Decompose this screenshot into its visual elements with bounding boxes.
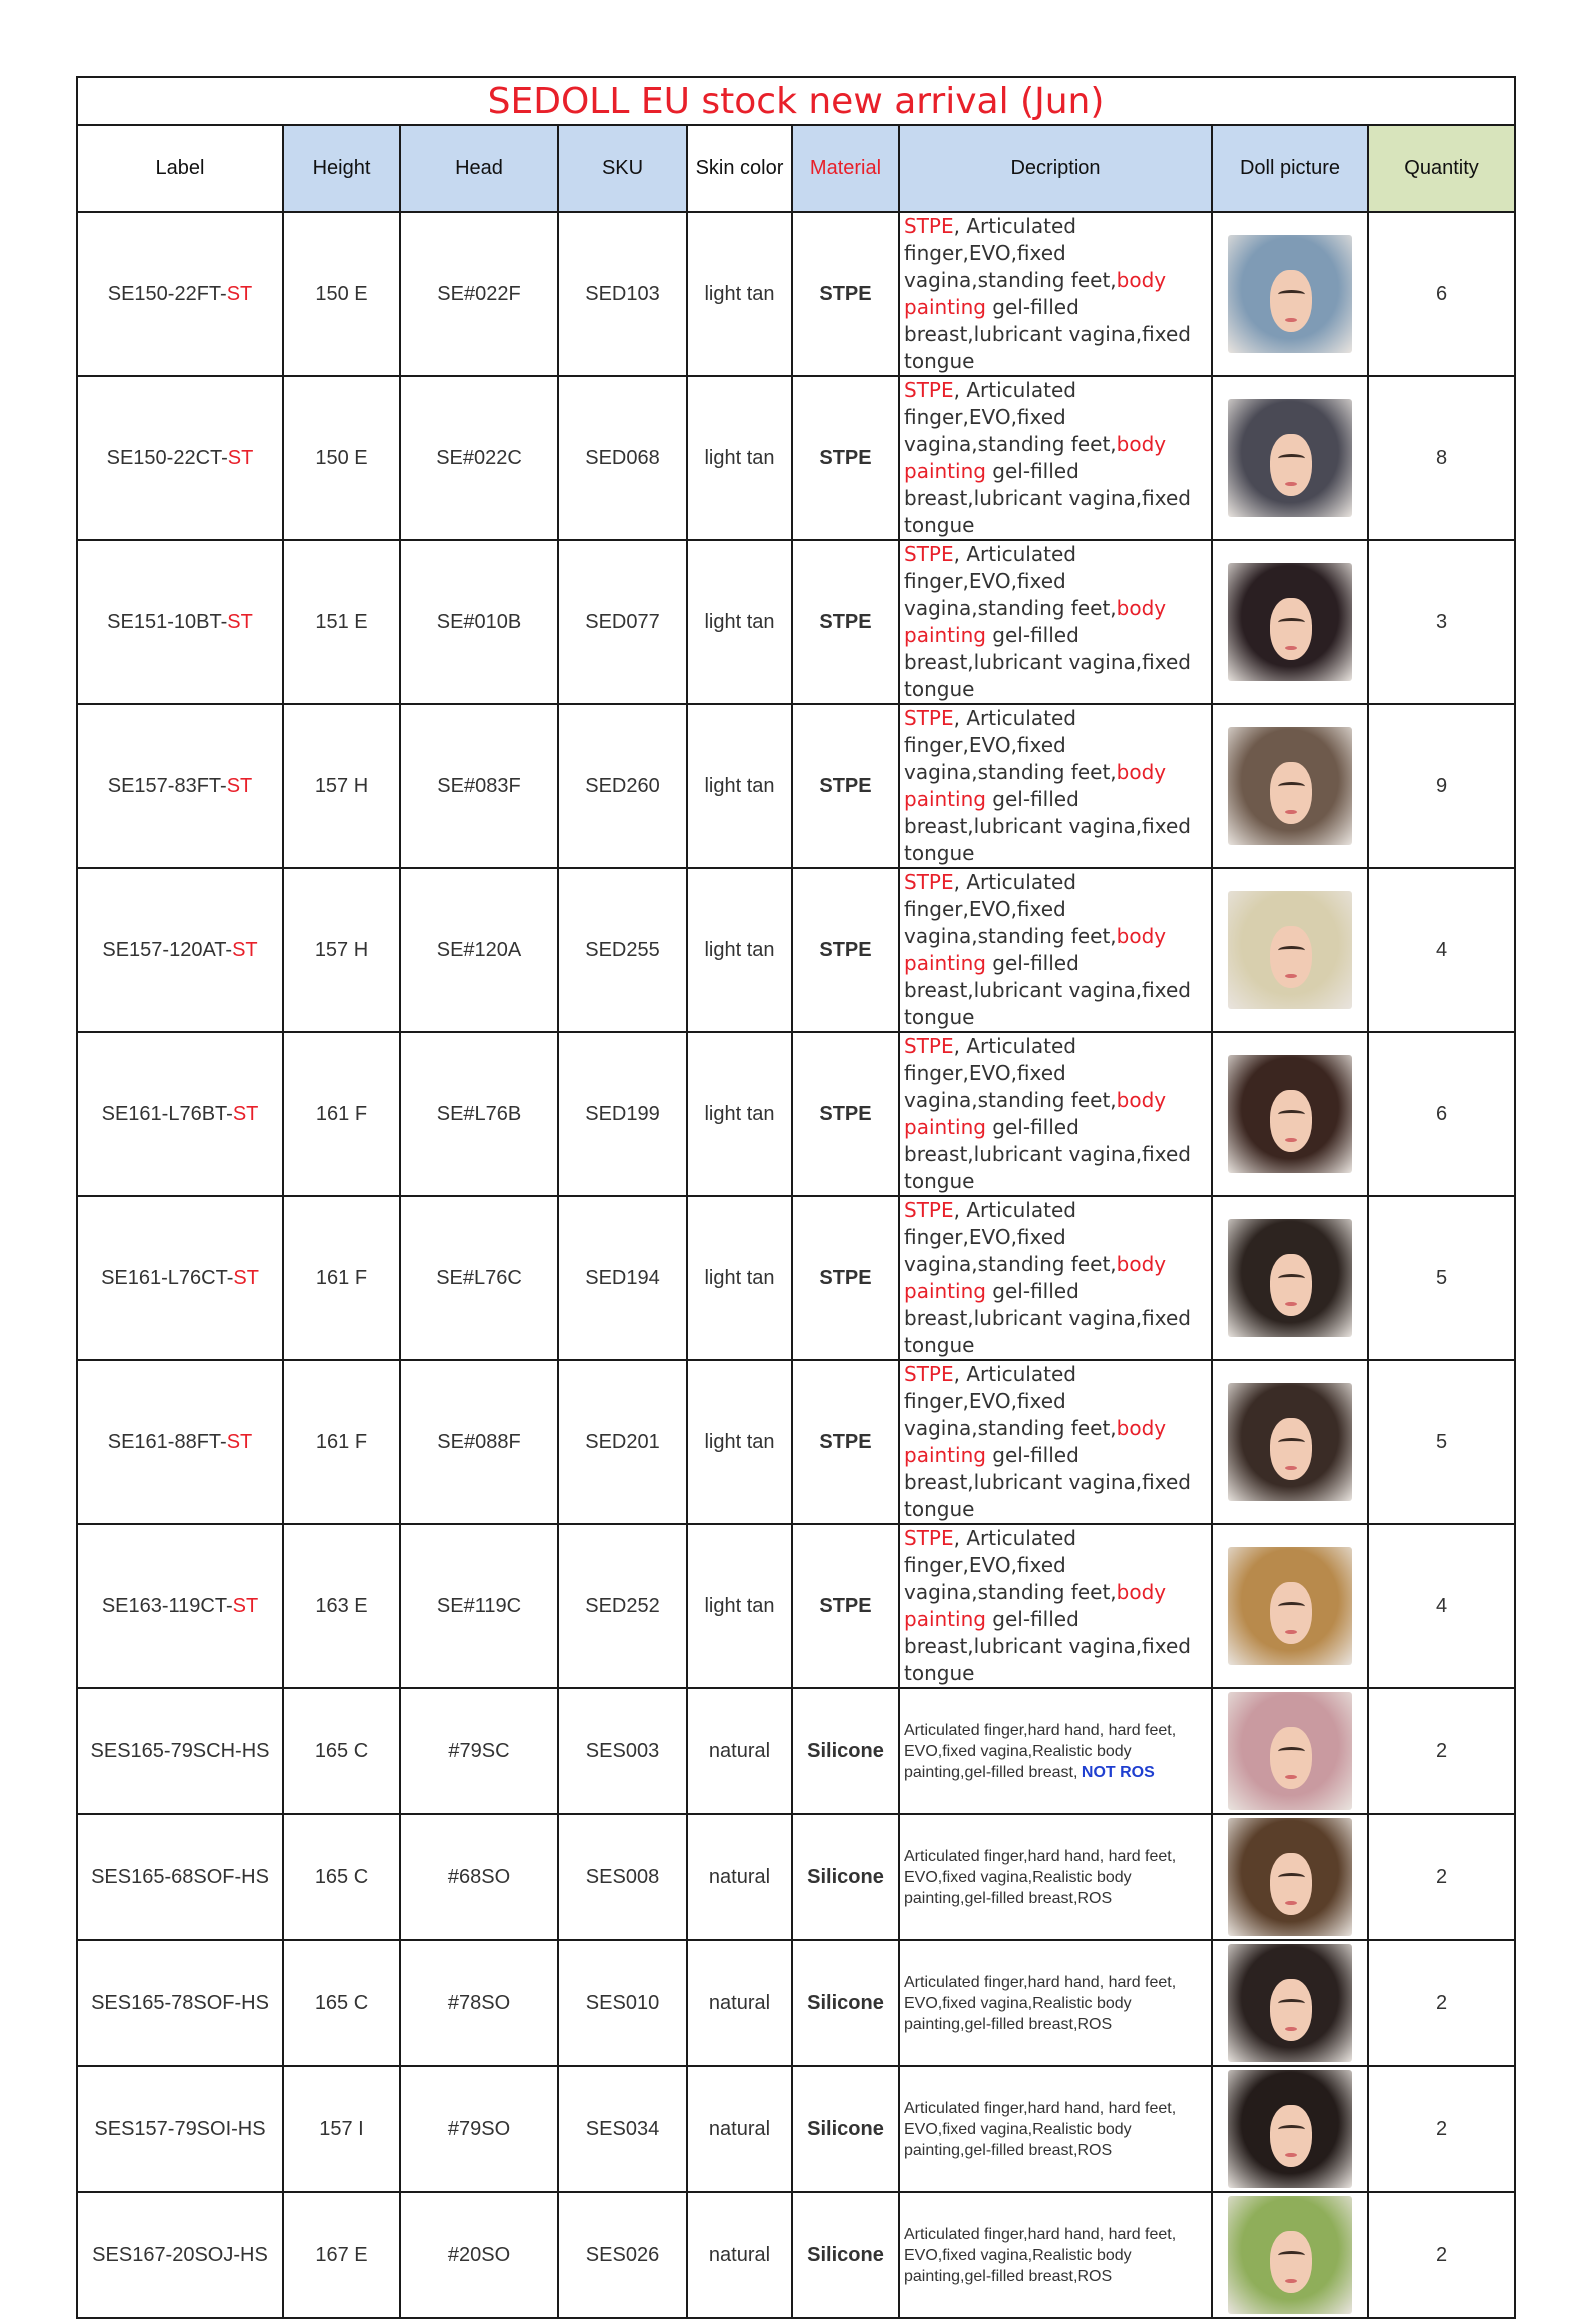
cell-height: 151 E bbox=[283, 540, 400, 704]
doll-photo-face bbox=[1270, 1979, 1312, 2040]
cell-height: 167 E bbox=[283, 2192, 400, 2318]
cell-description bbox=[899, 1524, 1212, 1688]
cell-material: STPE bbox=[792, 1524, 899, 1688]
cell-skin-color: light tan bbox=[687, 1196, 792, 1360]
desc-highlight: body painting bbox=[904, 760, 1167, 811]
col-header-doll-picture: Doll picture bbox=[1212, 125, 1368, 212]
doll-photo-face bbox=[1270, 270, 1312, 331]
cell-skin-color: natural bbox=[687, 1688, 792, 1814]
cell-description bbox=[899, 2192, 1212, 2318]
cell-sku: SED252 bbox=[558, 1524, 687, 1688]
cell-height: 165 C bbox=[283, 1688, 400, 1814]
cell-material: STPE bbox=[792, 376, 899, 540]
table-row bbox=[77, 2066, 1515, 2192]
cell-description bbox=[899, 868, 1212, 1032]
col-header-skin-color: Skin color bbox=[687, 125, 792, 212]
desc-text-part1: , Articulated finger,EVO,fixed vagina,standing feet, bbox=[904, 870, 1117, 948]
label-base: SE157-120AT- bbox=[102, 938, 233, 961]
cell-label bbox=[77, 868, 283, 1032]
cell-sku: SED077 bbox=[558, 540, 687, 704]
cell-height: 157 I bbox=[283, 2066, 400, 2192]
cell-quantity: 2 bbox=[1368, 2066, 1515, 2192]
doll-photo bbox=[1228, 891, 1352, 1009]
label-base: SES165-79SCH-HS bbox=[90, 1739, 270, 1762]
cell-sku: SES034 bbox=[558, 2066, 687, 2192]
cell-sku: SED260 bbox=[558, 704, 687, 868]
cell-height: 150 E bbox=[283, 212, 400, 376]
cell-description bbox=[899, 1360, 1212, 1524]
doll-photo-face bbox=[1270, 1853, 1312, 1914]
label-suffix: ST bbox=[232, 1102, 259, 1125]
desc-highlight: body painting bbox=[904, 268, 1167, 319]
doll-photo-face bbox=[1270, 2231, 1312, 2292]
doll-photo-face bbox=[1270, 1254, 1312, 1315]
table-row bbox=[77, 1196, 1515, 1360]
cell-description bbox=[899, 2066, 1212, 2192]
cell-height: 157 H bbox=[283, 704, 400, 868]
stock-sheet bbox=[76, 76, 1514, 2319]
desc-material-prefix: STPE bbox=[904, 1526, 954, 1550]
desc-highlight: body painting bbox=[904, 1088, 1167, 1139]
cell-material: Silicone bbox=[792, 1814, 899, 1940]
desc-text-part2: gel-filled breast,lubricant vagina,fixed tongue bbox=[904, 1279, 1191, 1357]
col-header-label: Label bbox=[77, 125, 283, 212]
desc-text: Articulated finger,hard hand, hard feet, EVO,fixed vagina,Realistic body painting,gel-filled breast, bbox=[904, 1721, 1177, 1781]
desc-text-part1: , Articulated finger,EVO,fixed vagina,standing feet, bbox=[904, 378, 1117, 456]
table-row bbox=[77, 1360, 1515, 1524]
desc-text-part2: gel-filled breast,lubricant vagina,fixed tongue bbox=[904, 1607, 1191, 1685]
col-header-sku: SKU bbox=[558, 125, 687, 212]
cell-quantity: 5 bbox=[1368, 1360, 1515, 1524]
cell-material: Silicone bbox=[792, 2192, 899, 2318]
cell-height: 161 F bbox=[283, 1196, 400, 1360]
stock-table bbox=[76, 76, 1516, 2319]
cell-head: SE#083F bbox=[400, 704, 558, 868]
desc-text: Articulated finger,hard hand, hard feet, EVO,fixed vagina,Realistic body painting,gel-filled breast,ROS bbox=[904, 1973, 1177, 2033]
cell-material: STPE bbox=[792, 1196, 899, 1360]
table-row bbox=[77, 1814, 1515, 1940]
table-body bbox=[77, 212, 1515, 2318]
cell-description bbox=[899, 1940, 1212, 2066]
desc-material-prefix: STPE bbox=[904, 706, 954, 730]
label-suffix: ST bbox=[232, 1594, 259, 1617]
cell-material: Silicone bbox=[792, 2066, 899, 2192]
desc-text-part2: gel-filled breast,lubricant vagina,fixed tongue bbox=[904, 951, 1191, 1029]
cell-height: 165 C bbox=[283, 1940, 400, 2066]
cell-label bbox=[77, 1940, 283, 2066]
cell-skin-color: light tan bbox=[687, 1524, 792, 1688]
doll-photo-face bbox=[1270, 434, 1312, 495]
cell-sku: SES008 bbox=[558, 1814, 687, 1940]
cell-head: #79SO bbox=[400, 2066, 558, 2192]
cell-doll-picture bbox=[1212, 868, 1368, 1032]
cell-quantity: 2 bbox=[1368, 1940, 1515, 2066]
desc-text: Articulated finger,hard hand, hard feet, EVO,fixed vagina,Realistic body painting,gel-filled breast,ROS bbox=[904, 2099, 1177, 2159]
cell-description bbox=[899, 1814, 1212, 1940]
doll-photo-face bbox=[1270, 1418, 1312, 1479]
label-base: SE151-10BT- bbox=[107, 610, 228, 633]
cell-label bbox=[77, 704, 283, 868]
cell-head: SE#022C bbox=[400, 376, 558, 540]
cell-label bbox=[77, 1524, 283, 1688]
doll-photo-face bbox=[1270, 926, 1312, 987]
cell-label bbox=[77, 1032, 283, 1196]
cell-height: 161 F bbox=[283, 1032, 400, 1196]
col-header-head: Head bbox=[400, 125, 558, 212]
doll-photo-face bbox=[1270, 2105, 1312, 2166]
cell-label bbox=[77, 2066, 283, 2192]
cell-description bbox=[899, 1032, 1212, 1196]
desc-material-prefix: STPE bbox=[904, 1362, 954, 1386]
cell-height: 157 H bbox=[283, 868, 400, 1032]
col-header-height: Height bbox=[283, 125, 400, 212]
desc-text-part2: gel-filled breast,lubricant vagina,fixed tongue bbox=[904, 459, 1191, 537]
desc-text: Articulated finger,hard hand, hard feet, EVO,fixed vagina,Realistic body painting,gel-filled breast,ROS bbox=[904, 2225, 1177, 2285]
cell-doll-picture bbox=[1212, 704, 1368, 868]
cell-description bbox=[899, 1688, 1212, 1814]
cell-material: Silicone bbox=[792, 1688, 899, 1814]
cell-quantity: 9 bbox=[1368, 704, 1515, 868]
label-suffix: ST bbox=[227, 446, 254, 469]
desc-material-prefix: STPE bbox=[904, 1198, 954, 1222]
cell-sku: SED103 bbox=[558, 212, 687, 376]
doll-photo bbox=[1228, 1944, 1352, 2062]
doll-photo bbox=[1228, 235, 1352, 353]
cell-height: 150 E bbox=[283, 376, 400, 540]
cell-quantity: 2 bbox=[1368, 1688, 1515, 1814]
doll-photo-face bbox=[1270, 1727, 1312, 1788]
col-header-description: Decription bbox=[899, 125, 1212, 212]
cell-quantity: 4 bbox=[1368, 1524, 1515, 1688]
cell-description bbox=[899, 376, 1212, 540]
desc-highlight: body painting bbox=[904, 432, 1167, 483]
desc-highlight: body painting bbox=[904, 924, 1167, 975]
table-row bbox=[77, 540, 1515, 704]
cell-head: SE#120A bbox=[400, 868, 558, 1032]
cell-label bbox=[77, 540, 283, 704]
cell-head: SE#022F bbox=[400, 212, 558, 376]
desc-text-part2: gel-filled breast,lubricant vagina,fixed tongue bbox=[904, 1443, 1191, 1521]
cell-height: 163 E bbox=[283, 1524, 400, 1688]
table-row bbox=[77, 1524, 1515, 1688]
desc-text-part2: gel-filled breast,lubricant vagina,fixed tongue bbox=[904, 295, 1191, 373]
cell-skin-color: natural bbox=[687, 1814, 792, 1940]
doll-photo bbox=[1228, 2070, 1352, 2188]
desc-text-part1: , Articulated finger,EVO,fixed vagina,standing feet, bbox=[904, 542, 1117, 620]
cell-quantity: 6 bbox=[1368, 212, 1515, 376]
cell-doll-picture bbox=[1212, 1940, 1368, 2066]
cell-doll-picture bbox=[1212, 1524, 1368, 1688]
desc-material-prefix: STPE bbox=[904, 1034, 954, 1058]
label-base: SES165-78SOF-HS bbox=[91, 1991, 269, 2014]
desc-text-part1: , Articulated finger,EVO,fixed vagina,standing feet, bbox=[904, 706, 1117, 784]
desc-text: Articulated finger,hard hand, hard feet, EVO,fixed vagina,Realistic body painting,gel-filled breast,ROS bbox=[904, 1847, 1177, 1907]
table-row bbox=[77, 376, 1515, 540]
desc-text-part2: gel-filled breast,lubricant vagina,fixed tongue bbox=[904, 623, 1191, 701]
label-suffix: ST bbox=[232, 938, 258, 961]
cell-skin-color: light tan bbox=[687, 1360, 792, 1524]
desc-material-prefix: STPE bbox=[904, 542, 954, 566]
desc-tail: NOT ROS bbox=[1081, 1763, 1155, 1781]
desc-highlight: body painting bbox=[904, 1252, 1167, 1303]
desc-text-part1: , Articulated finger,EVO,fixed vagina,standing feet, bbox=[904, 1034, 1117, 1112]
label-base: SE161-L76CT- bbox=[101, 1266, 234, 1289]
cell-skin-color: light tan bbox=[687, 376, 792, 540]
label-suffix: ST bbox=[226, 1430, 253, 1453]
label-base: SE157-83FT- bbox=[107, 774, 227, 797]
table-row bbox=[77, 212, 1515, 376]
cell-quantity: 8 bbox=[1368, 376, 1515, 540]
label-suffix: ST bbox=[227, 610, 253, 633]
page-title: SEDOLL EU stock new arrival (Jun) bbox=[77, 77, 1515, 125]
label-base: SES167-20SOJ-HS bbox=[92, 2243, 268, 2266]
doll-photo-face bbox=[1270, 1582, 1312, 1643]
cell-skin-color: light tan bbox=[687, 212, 792, 376]
cell-label bbox=[77, 376, 283, 540]
cell-sku: SES010 bbox=[558, 1940, 687, 2066]
cell-label bbox=[77, 212, 283, 376]
cell-sku: SED201 bbox=[558, 1360, 687, 1524]
cell-quantity: 5 bbox=[1368, 1196, 1515, 1360]
desc-material-prefix: STPE bbox=[904, 378, 954, 402]
cell-doll-picture bbox=[1212, 1360, 1368, 1524]
desc-highlight: body painting bbox=[904, 1416, 1167, 1467]
label-base: SE163-119CT- bbox=[101, 1594, 233, 1617]
table-row bbox=[77, 1032, 1515, 1196]
desc-highlight: body painting bbox=[904, 596, 1167, 647]
table-row bbox=[77, 868, 1515, 1032]
desc-text-part1: , Articulated finger,EVO,fixed vagina,standing feet, bbox=[904, 1362, 1117, 1440]
cell-head: SE#010B bbox=[400, 540, 558, 704]
cell-sku: SED199 bbox=[558, 1032, 687, 1196]
cell-height: 165 C bbox=[283, 1814, 400, 1940]
doll-photo bbox=[1228, 1383, 1352, 1501]
cell-description bbox=[899, 704, 1212, 868]
table-row bbox=[77, 1940, 1515, 2066]
desc-material-prefix: STPE bbox=[904, 214, 954, 238]
cell-head: SE#L76B bbox=[400, 1032, 558, 1196]
cell-skin-color: light tan bbox=[687, 1032, 792, 1196]
cell-skin-color: natural bbox=[687, 2066, 792, 2192]
label-suffix: ST bbox=[226, 774, 253, 797]
desc-highlight: body painting bbox=[904, 1580, 1167, 1631]
cell-material: STPE bbox=[792, 212, 899, 376]
doll-photo bbox=[1228, 727, 1352, 845]
header-row bbox=[77, 125, 1515, 212]
label-base: SES165-68SOF-HS bbox=[91, 1865, 269, 1888]
cell-doll-picture bbox=[1212, 1196, 1368, 1360]
cell-doll-picture bbox=[1212, 1688, 1368, 1814]
cell-sku: SED068 bbox=[558, 376, 687, 540]
doll-photo-face bbox=[1270, 1090, 1312, 1151]
cell-description bbox=[899, 1196, 1212, 1360]
doll-photo bbox=[1228, 1818, 1352, 1936]
cell-label bbox=[77, 1688, 283, 1814]
cell-head: #79SC bbox=[400, 1688, 558, 1814]
cell-quantity: 3 bbox=[1368, 540, 1515, 704]
table-row bbox=[77, 2192, 1515, 2318]
cell-skin-color: natural bbox=[687, 1940, 792, 2066]
label-base: SE150-22FT- bbox=[107, 282, 227, 305]
label-suffix: ST bbox=[233, 1266, 259, 1289]
doll-photo bbox=[1228, 2196, 1352, 2314]
cell-skin-color: light tan bbox=[687, 540, 792, 704]
label-base: SE161-88FT- bbox=[107, 1430, 227, 1453]
label-base: SES157-79SOI-HS bbox=[94, 2117, 266, 2140]
label-base: SE150-22CT- bbox=[106, 446, 228, 469]
cell-doll-picture bbox=[1212, 2192, 1368, 2318]
cell-quantity: 2 bbox=[1368, 1814, 1515, 1940]
cell-material: STPE bbox=[792, 540, 899, 704]
cell-skin-color: natural bbox=[687, 2192, 792, 2318]
cell-doll-picture bbox=[1212, 1814, 1368, 1940]
doll-photo bbox=[1228, 563, 1352, 681]
cell-quantity: 6 bbox=[1368, 1032, 1515, 1196]
desc-material-prefix: STPE bbox=[904, 870, 954, 894]
cell-material: Silicone bbox=[792, 1940, 899, 2066]
cell-head: #68SO bbox=[400, 1814, 558, 1940]
cell-material: STPE bbox=[792, 1032, 899, 1196]
cell-doll-picture bbox=[1212, 212, 1368, 376]
cell-description bbox=[899, 540, 1212, 704]
table-row bbox=[77, 1688, 1515, 1814]
cell-head: SE#119C bbox=[400, 1524, 558, 1688]
cell-head: SE#088F bbox=[400, 1360, 558, 1524]
cell-material: STPE bbox=[792, 704, 899, 868]
cell-height: 161 F bbox=[283, 1360, 400, 1524]
label-base: SE161-L76BT- bbox=[101, 1102, 233, 1125]
cell-doll-picture bbox=[1212, 2066, 1368, 2192]
cell-doll-picture bbox=[1212, 376, 1368, 540]
cell-material: STPE bbox=[792, 868, 899, 1032]
cell-description bbox=[899, 212, 1212, 376]
cell-label bbox=[77, 2192, 283, 2318]
doll-photo bbox=[1228, 399, 1352, 517]
cell-label bbox=[77, 1814, 283, 1940]
desc-text-part1: , Articulated finger,EVO,fixed vagina,standing feet, bbox=[904, 1198, 1117, 1276]
cell-label bbox=[77, 1360, 283, 1524]
cell-head: #78SO bbox=[400, 1940, 558, 2066]
label-suffix: ST bbox=[226, 282, 253, 305]
cell-sku: SED255 bbox=[558, 868, 687, 1032]
desc-text-part2: gel-filled breast,lubricant vagina,fixed tongue bbox=[904, 1115, 1191, 1193]
cell-head: #20SO bbox=[400, 2192, 558, 2318]
desc-text-part2: gel-filled breast,lubricant vagina,fixed tongue bbox=[904, 787, 1191, 865]
cell-skin-color: light tan bbox=[687, 704, 792, 868]
col-header-quantity: Quantity bbox=[1368, 125, 1515, 212]
cell-doll-picture bbox=[1212, 540, 1368, 704]
table-row bbox=[77, 704, 1515, 868]
doll-photo bbox=[1228, 1219, 1352, 1337]
doll-photo bbox=[1228, 1055, 1352, 1173]
cell-material: STPE bbox=[792, 1360, 899, 1524]
cell-head: SE#L76C bbox=[400, 1196, 558, 1360]
desc-text-part1: , Articulated finger,EVO,fixed vagina,standing feet, bbox=[904, 1526, 1117, 1604]
desc-text-part1: , Articulated finger,EVO,fixed vagina,standing feet, bbox=[904, 214, 1117, 292]
doll-photo-face bbox=[1270, 762, 1312, 823]
cell-sku: SES026 bbox=[558, 2192, 687, 2318]
cell-sku: SES003 bbox=[558, 1688, 687, 1814]
cell-quantity: 4 bbox=[1368, 868, 1515, 1032]
doll-photo-face bbox=[1270, 598, 1312, 659]
doll-photo bbox=[1228, 1547, 1352, 1665]
cell-sku: SED194 bbox=[558, 1196, 687, 1360]
cell-skin-color: light tan bbox=[687, 868, 792, 1032]
col-header-material: Material bbox=[792, 125, 899, 212]
doll-photo bbox=[1228, 1692, 1352, 1810]
cell-label bbox=[77, 1196, 283, 1360]
cell-quantity: 2 bbox=[1368, 2192, 1515, 2318]
cell-doll-picture bbox=[1212, 1032, 1368, 1196]
